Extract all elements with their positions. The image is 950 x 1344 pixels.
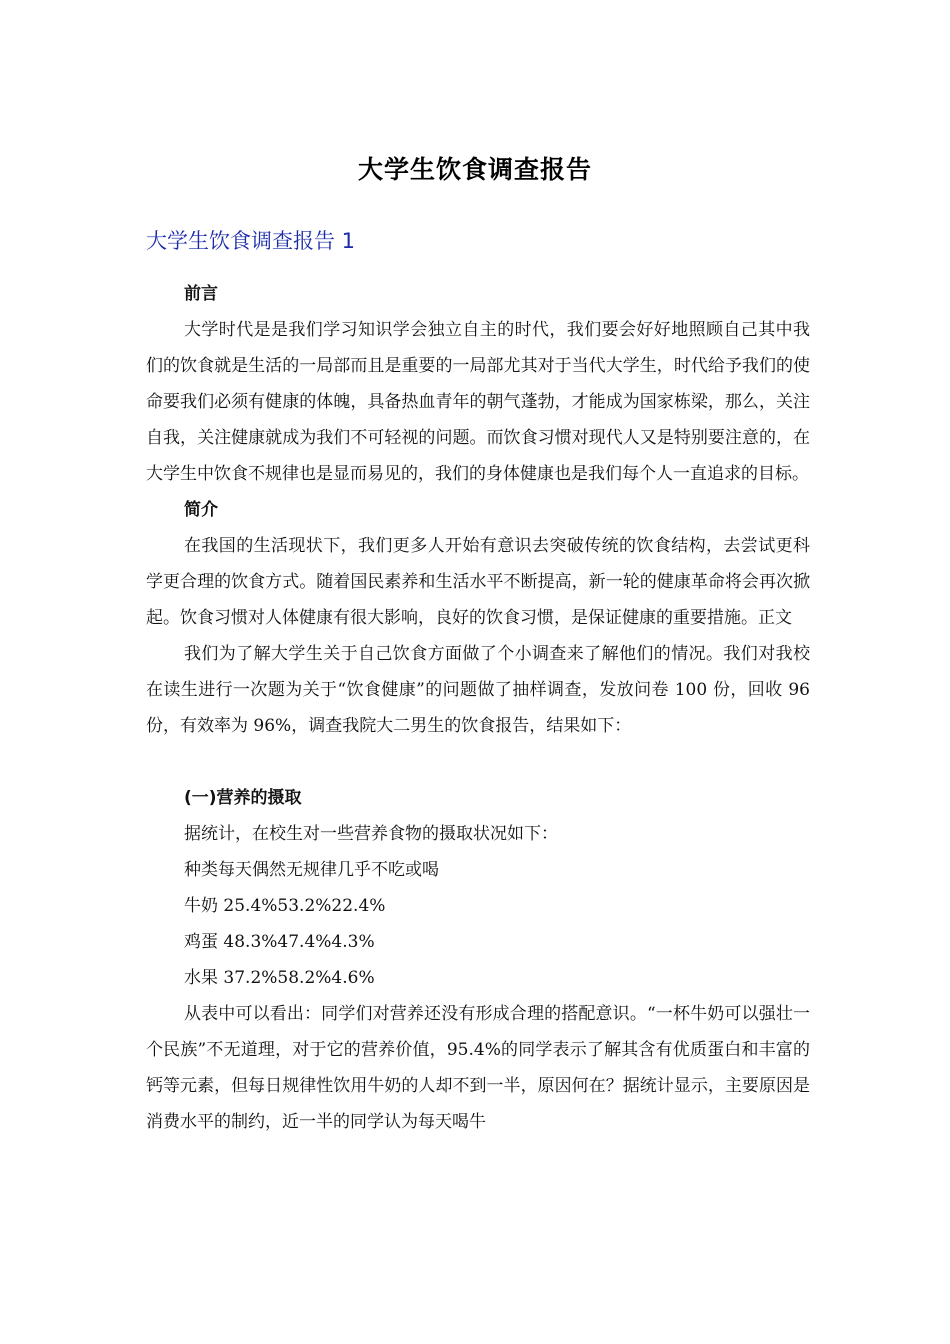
section-title: 大学生饮食调查报告 1 [146, 229, 356, 253]
document-title: 大学生饮食调查报告 [357, 155, 592, 184]
table-row: 牛奶 25.4%53.2%22.4% [184, 896, 386, 916]
nutrition-heading: (一)营养的摄取 [184, 788, 302, 808]
preface-paragraph: 大学时代是是我们学习知识学会独立自主的时代，我们要会好好地照顾自己其中我们的饮食就是生活的一局部而且是重要的一局部尤其对于当代大学生，时代给予我们的使命要我们必须有健康的体魄，具备热血青年的朝气蓬勃，才能成为国家栋梁，那么，关注自我，关注健康就成为我们不可轻视的问题。而饮食习惯对现代人又是特别要注意的，在大学生中饮食不规律也是显而易见的，我们的身体健康也是我们每个人一直追求的目标。 [146, 320, 810, 484]
document-body [146, 276, 810, 1140]
analysis-paragraph: 从表中可以看出：同学们对营养还没有形成合理的搭配意识。“一杯牛奶可以强壮一个民族”不无道理，对于它的营养价值，95.4%的同学表示了解其含有优质蛋白和丰富的钙等元素，但每日规律性饮用牛奶的人却不到一半，原因何在？据统计显示，主要原因是消费水平的制约，近一半的同学认为每天喝牛 [146, 1004, 810, 1132]
nutrition-intro: 据统计，在校生对一些营养食物的摄取状况如下： [184, 824, 558, 844]
table-row: 水果 37.2%58.2%4.6% [184, 968, 375, 988]
table-row: 鸡蛋 48.3%47.4%4.3% [184, 932, 375, 952]
table-header-line: 种类每天偶然无规律几乎不吃或喝 [184, 860, 439, 880]
paragraph-gap [146, 744, 810, 780]
intro-heading: 简介 [184, 500, 218, 520]
survey-paragraph: 我们为了解大学生关于自己饮食方面做了个小调查来了解他们的情况。我们对我校在读生进行一次题为关于“饮食健康”的问题做了抽样调查，发放问卷 100 份，回收 96 份，有效率为 96%，调查我院大二男生的饮食报告，结果如下： [146, 644, 810, 736]
preface-heading: 前言 [184, 284, 218, 304]
intro-paragraph: 在我国的生活现状下，我们更多人开始有意识去突破传统的饮食结构，去尝试更科学更合理的饮食方式。随着国民素养和生活水平不断提高，新一轮的健康革命将会再次掀起。饮食习惯对人体健康有很大影响，良好的饮食习惯，是保证健康的重要措施。正文 [146, 536, 810, 628]
